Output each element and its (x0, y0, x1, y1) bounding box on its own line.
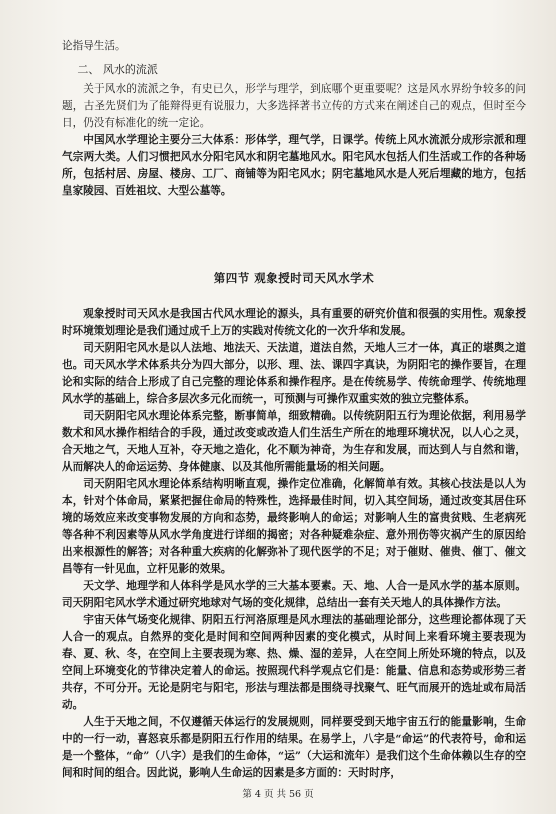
continuation-line: 论指导生活。 (62, 40, 126, 52)
paragraph: 宇宙天体气场变化规律、阴阳五行河洛原理是风水理法的基础理论部分，这些理论都体现了天人合一的观点。自然界的变化是时间和空间两种因素的变化模式，从时间上来看环境主要表现为春、夏、秋、冬，在空间上主要表现为寒、热、燥、湿的差异，人在空间上所处环境的特点，以及空间上环境变化的节律决定着人的命运。按照现代科学观点它们是：能量、信息和态势或形势三者共存，不可分开。无论是阴宅与阳宅，形法与理法都是围绕寻找聚气、旺气而展开的选址或布局活动。 (62, 614, 526, 711)
paragraph: 中国风水学理论主要分三大体系：形体学，理气学，日课学。传统上风水流派分成形宗派和理气宗两大类。人们习惯把风水分阳宅风水和阴宅墓地风水。阳宅风水包括人们生活或工作的各种场所，包括村居、房屋、楼房、工厂、商铺等为阳宅风水；阴宅墓地风水是人死后埋藏的地方，包括皇家陵园、百姓祖坟、大型公墓等。 (62, 134, 526, 197)
subheading-feng-shui-schools: 二、 风水的流派 (77, 63, 158, 76)
paragraph: 人生于天地之间，不仅遵循天体运行的发展规则，同样要受到天地宇宙五行的能量影响，生命中的一行一动，喜怒哀乐都是阴阳五行作用的结果。在易学上，八字是“命运”的代表符号，命和运是一个整体，“命”（八字）是我们的生命体，“运”（大运和流年）是我们这个生命体赖以生存的空间和时间的组合。因此说，影响人生命运的因素是多方面的：天时时序， (62, 716, 526, 779)
paragraph: 天文学、地理学和人体科学是风水学的三大基本要素。天、地、人合一是风水学的基本原则。司天阴阳宅风水学术通过研究地球对气场的变化规律，总结出一套有关天地人的具体操作方法。 (62, 580, 526, 609)
paragraph: 司天阴阳宅风水理论体系结构明晰直观，操作定位准确，化解简单有效。其核心技法是以人为本，针对个体命局，紧紧把握住命局的特殊性，选择最佳时间，切入其空间场，通过改变其居住环境的场效应来改变事物发展的方向和态势，最终影响人的命运；对影响人生的富贵贫贱、生老病死等各种不利因素等从风水学角度进行详细的揭密；对各种疑难杂症、意外刑伤等灾祸产生的原因给出来根源性的解答；对各种重大疾病的化解弥补了现代医学的不足；对于催财、催贵、催丁、催文昌等有一针见血，立杆见影的效果。 (62, 478, 526, 575)
section-title: 第四节 观象授时司天风水学术 (213, 271, 375, 285)
paragraph: 司天阴阳宅风水理论体系完整，断事简单，细致精确。以传统阴阳五行为理论依据，利用易学数术和风水操作相结合的手段，通过改变或改造人们生活生产所在的地理环境状况，以人心之灵，合天地之气，天地人互补，夺天地之造化，化不顺为神奇，为生存和发展，而达到人与自然和谐，从而解决人的命运运势、身体健康、以及其他所需能量场的相关问题。 (62, 410, 526, 473)
paragraph: 观象授时司天风水是我国古代风水理论的源头，具有重要的研究价值和很强的实用性。观象授时环境策划理论是我们通过成千上万的实践对传统文化的一次升华和发展。 (62, 308, 526, 337)
paragraph: 司天阴阳宅风水是以人法地、地法天、天法道，道法自然，天地人三才一体，真正的堪舆之道也。司天风水学术体系共分为四大部分，以形、理、法、课四字真诀，为阴阳宅的操作要旨，在理论和实际的结合上形成了自己完整的理论体系和操作程序。是在传统易学、传统命理学、传统地理风水学的基础上，综合多层次多元化而统一，可预测与可操作双重实效的独立完整体系。 (62, 342, 526, 405)
paragraph: 关于风水的流派之争，有史已久，形学与理学，到底哪个更重要呢？这是风水界纷争较多的问题，古圣先贤们为了能辩得更有说服力，大多选择著书立传的方式来在阐述自己的观点，但时至今日，仍没有标准化的统一定论。 (62, 83, 526, 129)
page-number-footer: 第 4 页 共 56 页 (242, 789, 314, 800)
